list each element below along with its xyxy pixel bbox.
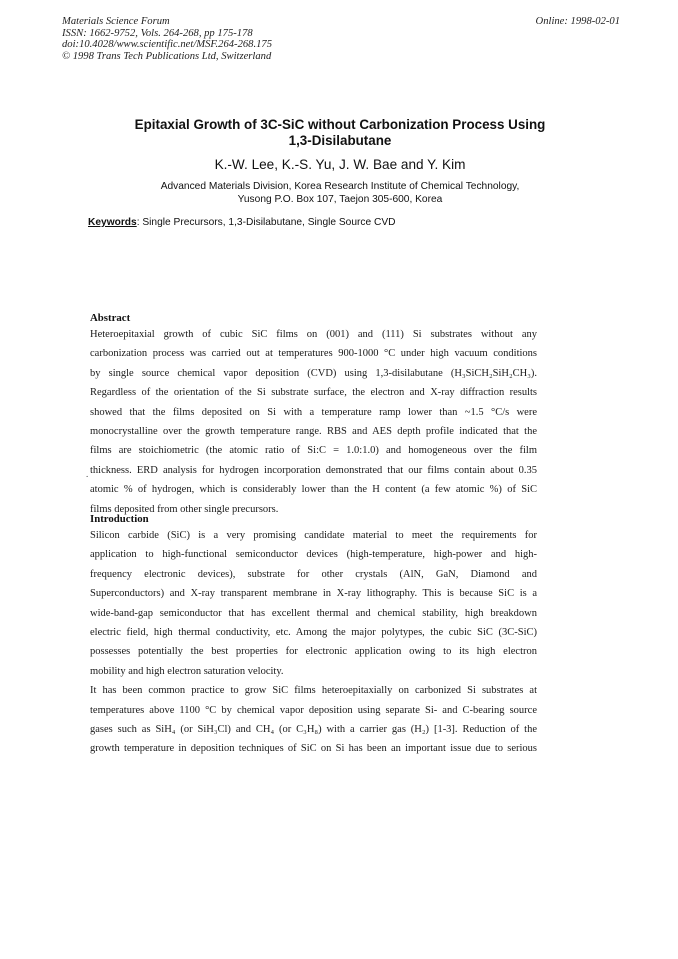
abstract-body [90, 325, 537, 519]
text-line: It has been common practice to grow SiC films heteroepitaxially on carbonized Si substrates at [90, 685, 537, 697]
text-line: frequency electronic devices), substrate for other crystals (AlN, GaN, Diamond and [90, 568, 537, 580]
affiliation [90, 181, 590, 206]
keywords: Keywords: Single Precursors, 1,3-Disilabutane, Single Source CVD [88, 217, 396, 228]
title-line: 1,3-Disilabutane [288, 132, 392, 148]
text-line: gases such as SiH₄ (or SiH₃Cl) and CH₄ (or C₃H₈) with a carrier gas (H₂) [1-3]. Reduction of the [90, 724, 537, 736]
text-line: Regardless of the orientation of the Si substrate surface, the electron and X-ray diffraction results [90, 387, 537, 399]
text-line: possesses potentially the best properties for electronic application owing to its high electron [90, 646, 537, 658]
keywords-label: Keywords [88, 217, 137, 228]
online-date: Online: 1998-02-01 [535, 16, 620, 27]
affiliation-line: Advanced Materials Division, Korea Research Institute of Chemical Technology, [160, 181, 520, 192]
paper-title [90, 117, 590, 148]
introduction-heading: Introduction [90, 513, 149, 525]
text-line: by single source chemical vapor deposition (CVD) using 1,3-disilabutane (H₃SiCH₂SiH₂CH₃). [90, 367, 537, 379]
margin-mark: . [86, 469, 89, 479]
text-line: monocrystalline over the growth temperature range. RBS and AES depth profile indicated that the [90, 426, 537, 438]
journal-header [62, 16, 272, 62]
journal-doi: doi:10.4028/www.scientific.net/MSF.264-268.175 [62, 39, 272, 51]
text-line: electric field, high thermal conductivity, etc. Among the major polytypes, the cubic SiC (3C-SiC) [90, 627, 537, 639]
text-line: application to high-functional semiconductor devices (high-temperature, high-power and high- [90, 549, 537, 561]
text-line: mobility and high electron saturation velocity. [90, 665, 284, 677]
introduction-section [90, 512, 537, 759]
journal-name: Materials Science Forum [62, 16, 170, 27]
abstract-heading: Abstract [90, 312, 131, 324]
title-line: Epitaxial Growth of 3C-SiC without Carbonization Process Using [134, 117, 546, 132]
text-line: temperatures above 1100 °C by chemical vapor deposition using separate Si- and C-bearing source [90, 704, 537, 716]
text-line: showed that the films deposited on Si with a temperature ramp lower than ~1.5 °C/s were [90, 406, 537, 418]
text-line: Superconductors) and X-ray transparent membrane in X-ray lithography. This is because SiC is a [90, 588, 537, 600]
authors: K.-W. Lee, K.-S. Yu, J. W. Bae and Y. Kim [214, 157, 466, 172]
journal-issn: ISSN: 1662-9752, Vols. 264-268, pp 175-178 [62, 27, 253, 39]
text-line: growth temperature in deposition techniques of SiC on Si has been an important issue due to serious [90, 743, 537, 755]
text-line: Silicon carbide (SiC) is a very promising candidate material to meet the requirements for [90, 530, 537, 541]
text-line: carbonization process was carried out at temperatures 900-1000 °C under high vacuum conditions [90, 348, 537, 360]
introduction-body [90, 526, 537, 759]
keywords-text: Single Precursors, 1,3-Disilabutane, Single Source CVD [142, 217, 396, 228]
text-line: films are stoichiometric (the atomic ratio of Si:C = 1.0:1.0) and homogeneous over the film [90, 445, 537, 457]
text-line: thickness. ERD analysis for hydrogen incorporation demonstrated that our films contain about 0.35 [90, 464, 537, 476]
text-line: atomic % of hydrogen, which is considerably lower than the H content (a few atomic %) of SiC [90, 484, 537, 496]
affiliation-line: Yusong P.O. Box 107, Taejon 305-600, Korea [237, 193, 443, 205]
abstract-section [90, 311, 537, 519]
text-line: Heteroepitaxial growth of cubic SiC films on (001) and (111) Si substrates without any [90, 329, 537, 340]
journal-copyright: © 1998 Trans Tech Publications Ltd, Switzerland [62, 50, 272, 62]
text-line: wide-band-gap semiconductor that has excellent thermal and chemical stability, high breakdown [90, 607, 537, 619]
text-line: films deposited from other single precursors. [90, 503, 279, 515]
